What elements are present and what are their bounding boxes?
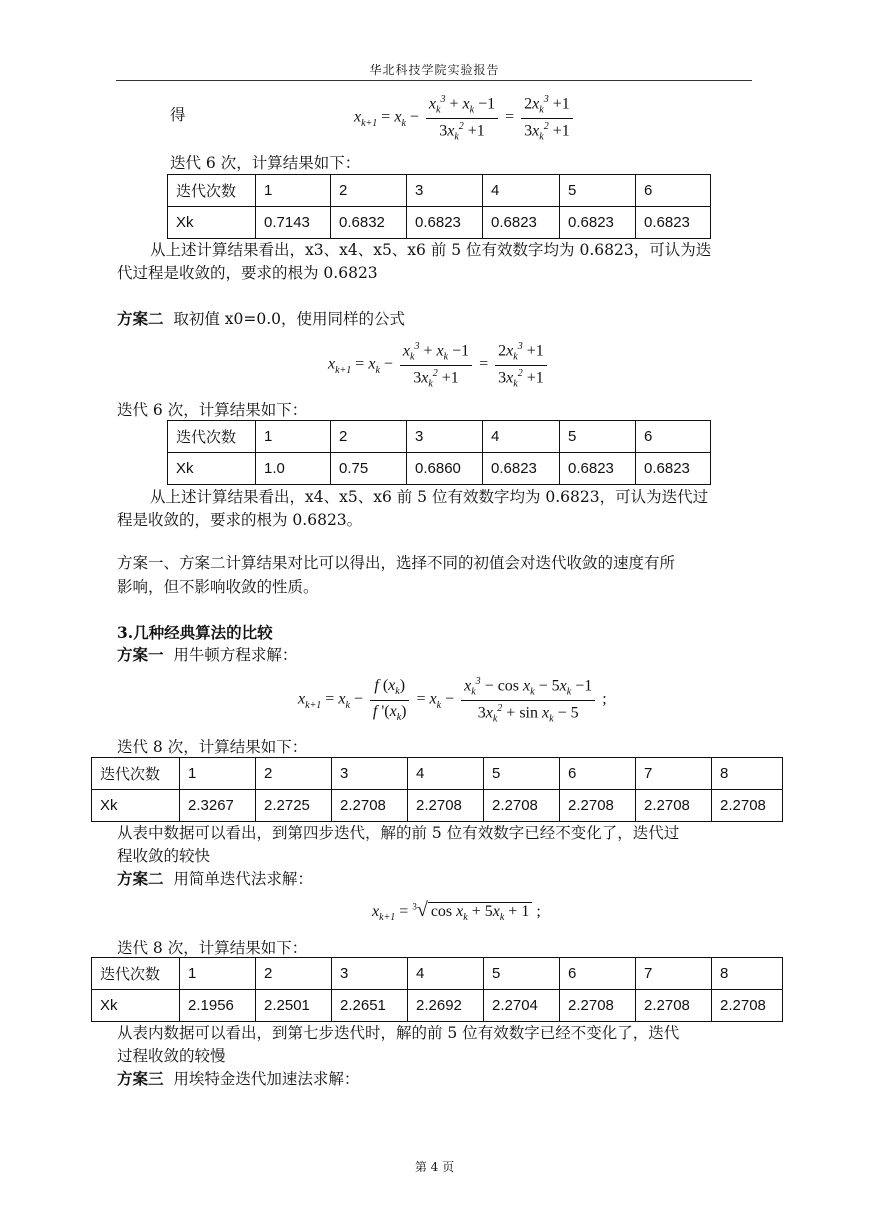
table-cell: Xk	[168, 453, 256, 485]
table-cell: 2.2704	[484, 990, 560, 1022]
table-cell: 2.2725	[256, 790, 332, 822]
table-cell: 1.0	[256, 453, 331, 485]
table-cell: 3	[407, 421, 483, 453]
table-cell: 2.2708	[560, 790, 636, 822]
table-cell: 4	[408, 958, 484, 990]
table-cell: 2.2708	[484, 790, 560, 822]
table-cell: 2.1956	[180, 990, 256, 1022]
conclusion-line: 程收敛的较快	[117, 847, 211, 865]
table-cell: 2	[256, 958, 332, 990]
table-cell: 2.2708	[712, 990, 783, 1022]
scheme-two-line	[117, 309, 405, 329]
table-cell: 1	[256, 421, 331, 453]
table-cell: 2.2708	[712, 790, 783, 822]
table-cell: 2.2651	[332, 990, 408, 1022]
table-cell: 3	[332, 758, 408, 790]
conclusion-line: 从上述计算结果看出，x4、x5、x6 前 5 位有效数字均为 0.6823，可认为迭代过	[150, 488, 709, 506]
table-cell: 2.2692	[408, 990, 484, 1022]
table-cell: 0.6823	[483, 207, 560, 239]
table-cell: 2	[331, 421, 407, 453]
table-cell: 4	[483, 175, 560, 207]
table-cell: 7	[636, 758, 712, 790]
table-cell: 2.2501	[256, 990, 332, 1022]
table-cell: 3	[332, 958, 408, 990]
table-cell: 0.6860	[407, 453, 483, 485]
table-cell: 1	[180, 758, 256, 790]
table-cell: 4	[408, 758, 484, 790]
table-cell: 3	[407, 175, 483, 207]
conclusion-line: 程是收敛的，要求的根为 0.6823。	[117, 511, 363, 529]
table-cell: 2.2708	[560, 990, 636, 1022]
table-cell: 5	[484, 758, 560, 790]
comparison-line: 方案一、方案二计算结果对比可以得出，选择不同的初值会对迭代收敛的速度有所	[117, 554, 676, 572]
table-cell: 迭代次数	[168, 175, 256, 207]
table-cell: 5	[560, 175, 636, 207]
iteration-intro: 迭代 6 次，计算结果如下：	[117, 401, 308, 419]
scheme-text: 用牛顿方程求解：	[173, 646, 298, 664]
iteration-intro: 迭代 6 次，计算结果如下：	[170, 154, 361, 172]
table-cell: 0.6832	[331, 207, 407, 239]
table-cell: 6	[636, 421, 711, 453]
conclusion-line: 从上述计算结果看出，x3、x4、x5、x6 前 5 位有效数字均为 0.6823，可认为迭	[150, 241, 712, 259]
table-cell: 2.2708	[636, 990, 712, 1022]
table-row	[92, 790, 783, 822]
results-table	[167, 420, 711, 485]
table-cell: 0.6823	[483, 453, 560, 485]
table-cell: Xk	[92, 990, 180, 1022]
table-header-row	[168, 175, 711, 207]
scheme-label: 方案二	[117, 869, 164, 888]
table-cell: 0.6823	[407, 207, 483, 239]
scheme-text: 取初值 x0=0.0，使用同样的公式	[173, 310, 406, 328]
table-cell: Xk	[168, 207, 256, 239]
iteration-intro: 迭代 8 次，计算结果如下：	[117, 738, 308, 756]
table-cell: 6	[560, 958, 636, 990]
conclusion-line: 过程收敛的较慢	[117, 1047, 226, 1065]
table-cell: 0.6823	[560, 453, 636, 485]
table-row	[168, 207, 711, 239]
scheme-label: 方案三	[117, 1069, 164, 1088]
table-cell: 6	[560, 758, 636, 790]
table-header-row	[92, 758, 783, 790]
table-cell: 迭代次数	[168, 421, 256, 453]
header-divider	[116, 80, 752, 81]
table-cell: 0.6823	[560, 207, 636, 239]
table-cell: 迭代次数	[92, 958, 180, 990]
conclusion-line: 从表内数据可以看出，到第七步迭代时，解的前 5 位有效数字已经不变化了，迭代	[117, 1024, 680, 1042]
table-cell: 2	[256, 758, 332, 790]
scheme-text: 用埃特金迭代加速法求解：	[173, 1070, 360, 1088]
method-two-line	[117, 869, 313, 889]
table-cell: 2.2708	[408, 790, 484, 822]
section-heading: 3.几种经典算法的比较	[117, 623, 273, 642]
scheme-label: 方案一	[117, 645, 164, 664]
table-cell: Xk	[92, 790, 180, 822]
table-row	[168, 453, 711, 485]
conclusion-line: 代过程是收敛的，要求的根为 0.6823	[117, 264, 378, 282]
results-table	[91, 957, 783, 1022]
comparison-line: 影响，但不影响收敛的性质。	[117, 578, 319, 596]
method-three-line	[117, 1069, 359, 1089]
scheme-label: 方案二	[117, 309, 164, 328]
table-cell: 2	[331, 175, 407, 207]
table-cell: 0.7143	[256, 207, 331, 239]
results-table	[167, 174, 711, 239]
table-cell: 5	[484, 958, 560, 990]
table-cell: 迭代次数	[92, 758, 180, 790]
newton-formula: $x_{k+1} = x_k$ − $\frac{f (x_k)}{f '(x_k)}$ = $x_k$ − $\frac{x_k^3 - \cos x_k - 5x_k -1}{3x_k^2 + \sin x_k - 5}$ ;	[298, 676, 607, 725]
table-cell: 0.6823	[636, 453, 711, 485]
simple-iteration-formula: $x_{k+1} = ^3√$ $\cos x_k + 5x_k + 1$ ;	[372, 899, 541, 924]
table-cell: 1	[256, 175, 331, 207]
table-cell: 4	[483, 421, 560, 453]
results-table	[91, 757, 783, 822]
table-cell: 2.2708	[332, 790, 408, 822]
method-one-line	[117, 645, 297, 665]
table-cell: 0.6823	[636, 207, 711, 239]
de-label: 得	[170, 106, 186, 124]
scheme-text: 用简单迭代法求解：	[173, 870, 313, 888]
table-cell: 7	[636, 958, 712, 990]
table-cell: 2.2708	[636, 790, 712, 822]
table-header-row	[168, 421, 711, 453]
table-cell: 0.75	[331, 453, 407, 485]
page-header-title: 华北科技学院实验报告	[369, 63, 500, 77]
page-number: 第 4 页	[414, 1160, 455, 1174]
table-cell: 8	[712, 758, 783, 790]
iteration-formula-1: $x_{k+1} = x_k$ − $\frac{x_k^3 + x_k -1}{3x_k^2 +1}$ = $\frac{2x_k^3 +1}{3x_k^2 +1}$	[354, 94, 576, 142]
table-cell: 6	[636, 175, 711, 207]
table-cell: 1	[180, 958, 256, 990]
table-cell: 5	[560, 421, 636, 453]
table-header-row	[92, 958, 783, 990]
iteration-intro: 迭代 8 次，计算结果如下：	[117, 939, 308, 957]
conclusion-line: 从表中数据可以看出，到第四步迭代，解的前 5 位有效数字已经不变化了，迭代过	[117, 824, 680, 842]
table-row	[92, 990, 783, 1022]
table-cell: 2.3267	[180, 790, 256, 822]
table-cell: 8	[712, 958, 783, 990]
iteration-formula-2: $x_{k+1} = x_k$ − $\frac{x_k^3 + x_k -1}{3x_k^2 +1}$ = $\frac{2x_k^3 +1}{3x_k^2 +1}$	[328, 341, 550, 389]
